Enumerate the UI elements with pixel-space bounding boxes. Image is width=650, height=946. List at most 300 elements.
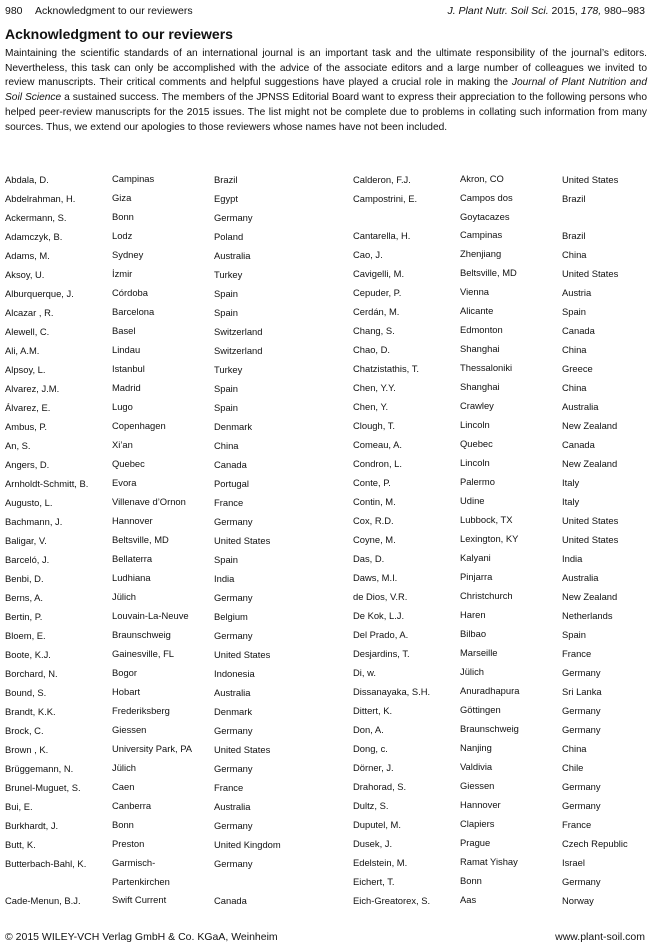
reviewer-country: Germany (214, 516, 253, 527)
reviewer-name: Contin, M. (353, 496, 396, 507)
reviewer-row (5, 645, 325, 664)
reviewer-row (353, 378, 650, 397)
reviewer-row (5, 759, 325, 778)
reviewer-row (353, 264, 650, 283)
reviewer-country: India (562, 553, 583, 564)
reviewer-city: Alicante (460, 305, 494, 316)
reviewer-country: Germany (214, 630, 253, 641)
reviewer-city: Bellaterra (112, 553, 153, 564)
reviewer-city: Edmonton (460, 324, 503, 335)
reviewer-row (353, 492, 650, 511)
reviewer-row (5, 189, 325, 208)
reviewer-country: Turkey (214, 269, 243, 280)
reviewer-name: Brown , K. (5, 744, 49, 755)
reviewer-city: Vienna (460, 286, 490, 297)
reviewer-city: Campinas (112, 173, 155, 184)
reviewer-city: Gainesville, FL (112, 648, 175, 659)
reviewer-country: Germany (562, 781, 601, 792)
reviewer-name: Clough, T. (353, 420, 396, 431)
reviewer-country: United States (562, 534, 619, 545)
reviewer-country: France (214, 497, 244, 508)
reviewer-city: Lexington, KY (460, 533, 519, 544)
reviewer-country: Germany (562, 705, 601, 716)
intro-paragraph (5, 47, 647, 135)
reviewer-row (353, 302, 650, 321)
reviewer-country: France (562, 648, 592, 659)
reviewer-country: Switzerland (214, 326, 263, 337)
reviewer-city: Bilbao (460, 628, 487, 639)
reviewer-row (353, 587, 650, 606)
reviewer-country: Belgium (214, 611, 248, 622)
reviewer-row (353, 340, 650, 359)
reviewer-name: Coyne, M. (353, 534, 396, 545)
reviewer-name: Edelstein, M. (353, 857, 408, 868)
reviewer-row (5, 607, 325, 626)
reviewer-country: Switzerland (214, 345, 263, 356)
reviewer-country: United States (562, 515, 619, 526)
reviewer-name: Dissanayaka, S.H. (353, 686, 431, 697)
reviewer-row (5, 702, 325, 721)
reviewer-row (5, 797, 325, 816)
reviewer-country: China (562, 382, 587, 393)
reviewer-row (353, 454, 650, 473)
reviewer-row (353, 872, 650, 891)
reviewer-row (353, 625, 650, 644)
reviewer-city: Bogor (112, 667, 138, 678)
reviewer-row (5, 550, 325, 569)
reviewer-name: Augusto, L. (5, 497, 53, 508)
reviewer-city: Evora (112, 477, 137, 488)
reviewer-country: China (214, 440, 239, 451)
reviewer-country: Canada (214, 895, 247, 906)
reviewer-city: Istanbul (112, 363, 145, 374)
reviewer-country: United States (214, 744, 271, 755)
reviewer-row (5, 227, 325, 246)
reviewer-row (353, 549, 650, 568)
reviewer-name: Dusek, J. (353, 838, 393, 849)
reviewer-city: Clapiers (460, 818, 495, 829)
reviewer-city: Jülich (460, 666, 484, 677)
reviewer-name: Alvarez, J.M. (5, 383, 60, 394)
intro-text-1: Maintaining the scientific standards of an international journal is an important task and the ultimate responsibility of the journal’s editors. Nevertheless, this task can only be accomplished with the advice of the associate editors and a large number of colleagues we invited to review manuscripts. Their critical comments and helpful suggestions have played a crucial role in making the (5, 48, 647, 89)
reviewer-name: Adams, M. (5, 250, 50, 261)
reviewer-country: Germany (214, 763, 253, 774)
reviewer-name: Bertin, P. (5, 611, 43, 622)
reviewer-row (353, 891, 650, 910)
reviewer-name: Alburquerque, J. (5, 288, 74, 299)
reviewer-city: Lincoln (460, 419, 490, 430)
reviewer-country: Germany (562, 667, 601, 678)
reviewer-city: Hannover (112, 515, 153, 526)
journal-abbrev: J. Plant Nutr. Soil Sci. (447, 5, 549, 17)
citation-pages: 980–983 (604, 5, 645, 17)
reviewer-country: Chile (562, 762, 584, 773)
reviewer-name: Angers, D. (5, 459, 50, 470)
reviewer-country: Brazil (562, 230, 586, 241)
reviewer-name: Bloem, E. (5, 630, 46, 641)
journal-name: Journal of Plant Nutrition and Soil Science (5, 77, 648, 104)
reviewer-city: Giessen (460, 780, 495, 791)
reviewer-country: Australia (214, 250, 251, 261)
reviewer-city: Udine (460, 495, 485, 506)
reviewer-name: Borchard, N. (5, 668, 58, 679)
running-section-title: Acknowledgment to our reviewers (35, 5, 193, 17)
reviewer-name: Duputel, M. (353, 819, 401, 830)
reviewer-country: Italy (562, 496, 580, 507)
reviewer-country: Denmark (214, 706, 253, 717)
reviewer-row (5, 664, 325, 683)
reviewer-name: Cepuder, P. (353, 287, 402, 298)
reviewer-name: Calderon, F.J. (353, 174, 411, 185)
reviewer-name: Chang, S. (353, 325, 395, 336)
reviewer-city: Ludhiana (112, 572, 151, 583)
reviewer-city: Lugo (112, 401, 133, 412)
reviewer-column-left (5, 170, 325, 910)
reviewer-row (353, 758, 650, 777)
reviewer-country: France (562, 819, 592, 830)
reviewer-city: Villenave d’Ornon (112, 496, 186, 507)
reviewer-city: Christchurch (460, 590, 513, 601)
reviewer-row (353, 834, 650, 853)
reviewer-name: Bui, E. (5, 801, 33, 812)
reviewer-city: Nanjing (460, 742, 492, 753)
intro-text-2: a sustained success. The members of the JPNSS Editorial Board want to express their appreciation to the following persons who helped peer-review manuscripts for the 2015 issues. The list might not be complete due to problems in collating such information from many sources. Thus, we extend our apologies to those reviewers whose names have not been included. (5, 92, 647, 133)
reviewer-name: Di, w. (353, 667, 376, 678)
reviewer-name: Dittert, K. (353, 705, 393, 716)
reviewer-country: New Zealand (562, 591, 618, 602)
reviewer-row (5, 265, 325, 284)
reviewer-row (353, 853, 650, 872)
reviewer-row (5, 170, 325, 189)
reviewer-country: Netherlands (562, 610, 613, 621)
reviewer-city: Palermo (460, 476, 495, 487)
reviewer-city: University Park, PA (112, 743, 193, 754)
reviewer-city: Ramat Yishay (460, 856, 518, 867)
reviewer-country: Germany (214, 592, 253, 603)
reviewer-row (5, 778, 325, 797)
reviewer-row (353, 530, 650, 549)
reviewer-city: Barcelona (112, 306, 155, 317)
reviewer-country: Canada (214, 459, 247, 470)
reviewer-country: Spain (562, 306, 586, 317)
reviewer-name: Campostrini, E. (353, 193, 418, 204)
reviewer-row (5, 531, 325, 550)
reviewer-name: De Kok, L.J. (353, 610, 405, 621)
reviewer-city: Thessaloniki (460, 362, 513, 373)
reviewer-name: Drahorad, S. (353, 781, 407, 792)
reviewer-city: Jülich (112, 591, 136, 602)
reviewer-city: Kalyani (460, 552, 491, 563)
reviewer-name: Chatzistathis, T. (353, 363, 419, 374)
reviewer-row (353, 359, 650, 378)
reviewer-row (5, 303, 325, 322)
reviewer-row (5, 683, 325, 702)
reviewer-row (5, 816, 325, 835)
reviewer-row (5, 512, 325, 531)
reviewer-country: Germany (214, 820, 253, 831)
reviewer-row (353, 245, 650, 264)
reviewer-country: Brazil (214, 174, 238, 185)
journal-citation (447, 4, 645, 18)
reviewer-country: Greece (562, 363, 593, 374)
reviewer-country: Spain (214, 307, 238, 318)
reviewer-city: Lubbock, TX (460, 514, 513, 525)
reviewer-row (5, 569, 325, 588)
reviewer-city: Frederiksberg (112, 705, 170, 716)
reviewer-row (5, 493, 325, 512)
reviewer-name: Brock, C. (5, 725, 44, 736)
reviewer-row (5, 322, 325, 341)
reviewer-name: Conte, P. (353, 477, 391, 488)
reviewer-row (353, 568, 650, 587)
reviewer-name: Desjardins, T. (353, 648, 410, 659)
website-link[interactable]: www.plant-soil.com (555, 931, 645, 943)
reviewer-row (5, 854, 325, 891)
reviewer-name: Cerdán, M. (353, 306, 400, 317)
reviewer-row (353, 796, 650, 815)
reviewer-row (353, 397, 650, 416)
reviewer-name: Ali, A.M. (5, 345, 40, 356)
reviewer-country: Australia (214, 687, 251, 698)
reviewer-row (353, 701, 650, 720)
reviewer-name: Alewell, C. (5, 326, 50, 337)
reviewer-row (353, 720, 650, 739)
reviewer-city: İzmir (112, 268, 133, 279)
reviewer-name: Del Prado, A. (353, 629, 409, 640)
citation-volume: 178, (580, 5, 602, 17)
reviewer-name: Brunel-Muguet, S. (5, 782, 81, 793)
reviewer-name: Brandt, K.K. (5, 706, 56, 717)
reviewer-country: Australia (562, 401, 599, 412)
reviewer-city: Zhenjiang (460, 248, 502, 259)
reviewer-name: Berns, A. (5, 592, 44, 603)
reviewer-country: Portugal (214, 478, 249, 489)
reviewer-name: Cavigelli, M. (353, 268, 405, 279)
reviewer-country: Germany (214, 212, 253, 223)
reviewer-row (353, 815, 650, 834)
reviewer-name: Alpsoy, L. (5, 364, 46, 375)
reviewer-row (5, 341, 325, 360)
citation-year: 2015, (551, 5, 578, 17)
reviewer-country: Spain (214, 288, 238, 299)
reviewer-row (5, 588, 325, 607)
reviewer-country: Sri Lanka (562, 686, 602, 697)
reviewer-name: Condron, L. (353, 458, 402, 469)
reviewer-country: Brazil (562, 193, 586, 204)
reviewer-city: Lindau (112, 344, 141, 355)
reviewer-row (353, 644, 650, 663)
reviewer-country: Indonesia (214, 668, 255, 679)
reviewer-country: United States (214, 535, 271, 546)
reviewer-city: Haren (460, 609, 486, 620)
reviewer-country: Germany (214, 725, 253, 736)
reviewer-country: India (214, 573, 235, 584)
reviewer-name: Barceló, J. (5, 554, 50, 565)
reviewer-city: Valdivia (460, 761, 493, 772)
reviewer-city: Preston (112, 838, 145, 849)
reviewer-city: Shanghai (460, 343, 500, 354)
reviewer-city: Quebec (460, 438, 493, 449)
reviewer-row (353, 511, 650, 530)
reviewer-country: Germany (562, 724, 601, 735)
reviewer-city: Louvain-La-Neuve (112, 610, 189, 621)
reviewer-city: Aas (460, 894, 477, 905)
reviewer-name: Eich-Greatorex, S. (353, 895, 431, 906)
reviewer-city: Garmisch-Partenkirchen (112, 857, 170, 887)
reviewer-country: Italy (562, 477, 580, 488)
reviewer-name: Butt, K. (5, 839, 36, 850)
reviewer-city: Xi’an (112, 439, 133, 450)
reviewer-row (5, 246, 325, 265)
reviewer-name: Das, D. (353, 553, 385, 564)
reviewer-city: Giessen (112, 724, 147, 735)
reviewer-row (5, 455, 325, 474)
reviewer-country: Norway (562, 895, 594, 906)
reviewer-row (5, 721, 325, 740)
reviewer-city: Hobart (112, 686, 141, 697)
reviewer-row (5, 417, 325, 436)
reviewer-country: Spain (214, 554, 238, 565)
copyright-notice: © 2015 WILEY-VCH Verlag GmbH & Co. KGaA, Weinheim (5, 931, 278, 943)
reviewer-row (353, 283, 650, 302)
reviewer-row (353, 189, 650, 226)
reviewer-name: Chao, D. (353, 344, 390, 355)
reviewer-city: Akron, CO (460, 173, 504, 184)
reviewer-city: Beltsville, MD (112, 534, 169, 545)
reviewer-name: Dultz, S. (353, 800, 389, 811)
reviewer-name: Butterbach-Bahl, K. (5, 858, 87, 869)
reviewer-column-right (353, 170, 650, 910)
reviewer-country: United States (562, 174, 619, 185)
reviewer-city: Jülich (112, 762, 136, 773)
reviewer-name: Cao, J. (353, 249, 383, 260)
reviewer-name: Abdala, D. (5, 174, 49, 185)
reviewer-row (353, 663, 650, 682)
reviewer-country: Germany (562, 876, 601, 887)
reviewer-row (353, 682, 650, 701)
reviewer-country: Canada (562, 439, 595, 450)
reviewer-city: Lodz (112, 230, 133, 241)
reviewer-city: Bonn (112, 211, 134, 222)
reviewer-city: Prague (460, 837, 491, 848)
reviewer-row (353, 416, 650, 435)
reviewer-city: Marseille (460, 647, 498, 658)
reviewer-city: Anuradhapura (460, 685, 520, 696)
page-number: 980 (5, 5, 23, 17)
reviewer-name: Cantarella, H. (353, 230, 411, 241)
reviewer-country: Australia (562, 572, 599, 583)
reviewer-country: Egypt (214, 193, 238, 204)
reviewer-country: Czech Republic (562, 838, 628, 849)
reviewer-city: Beltsville, MD (460, 267, 517, 278)
reviewer-city: Swift Current (112, 894, 167, 905)
reviewer-name: Adamczyk, B. (5, 231, 63, 242)
reviewer-country: Turkey (214, 364, 243, 375)
reviewer-city: Quebec (112, 458, 145, 469)
reviewer-country: China (562, 743, 587, 754)
reviewer-name: Comeau, A. (353, 439, 402, 450)
reviewer-name: Cox, R.D. (353, 515, 394, 526)
reviewer-city: Campos dos Goytacazes (460, 192, 513, 222)
reviewer-name: Alcazar , R. (5, 307, 54, 318)
reviewer-name: Chen, Y.Y. (353, 382, 396, 393)
reviewer-country: Israel (562, 857, 585, 868)
reviewer-row (353, 170, 650, 189)
reviewer-row (5, 436, 325, 455)
reviewer-city: Bonn (112, 819, 134, 830)
reviewer-name: Aksoy, U. (5, 269, 45, 280)
reviewer-row (5, 379, 325, 398)
reviewer-country: Germany (562, 800, 601, 811)
reviewer-city: Campinas (460, 229, 503, 240)
reviewer-row (353, 435, 650, 454)
reviewer-name: Bound, S. (5, 687, 47, 698)
reviewer-row (5, 284, 325, 303)
reviewer-row (5, 891, 325, 910)
reviewer-name: Dong, c. (353, 743, 388, 754)
reviewer-name: Benbi, D. (5, 573, 44, 584)
reviewer-row (353, 606, 650, 625)
reviewer-city: Shanghai (460, 381, 500, 392)
reviewer-name: Ambus, P. (5, 421, 48, 432)
reviewer-country: Germany (214, 858, 253, 869)
reviewer-city: Madrid (112, 382, 141, 393)
reviewer-country: New Zealand (562, 420, 618, 431)
reviewer-name: Arnholdt-Schmitt, B. (5, 478, 89, 489)
reviewer-city: Sydney (112, 249, 144, 260)
reviewer-row (5, 835, 325, 854)
reviewer-city: Basel (112, 325, 136, 336)
reviewer-name: Dörner, J. (353, 762, 394, 773)
reviewer-name: Daws, M.I. (353, 572, 398, 583)
reviewer-country: United Kingdom (214, 839, 281, 850)
reviewer-name: Cade-Menun, B.J. (5, 895, 81, 906)
reviewer-country: Poland (214, 231, 244, 242)
reviewer-country: China (562, 344, 587, 355)
reviewer-country: Australia (214, 801, 251, 812)
reviewer-city: Göttingen (460, 704, 501, 715)
reviewer-row (353, 321, 650, 340)
reviewer-name: Ackermann, S. (5, 212, 67, 223)
reviewer-city: Crawley (460, 400, 494, 411)
reviewer-row (5, 474, 325, 493)
reviewer-name: Abdelrahman, H. (5, 193, 76, 204)
reviewer-row (353, 777, 650, 796)
reviewer-city: Caen (112, 781, 135, 792)
reviewer-country: United States (562, 268, 619, 279)
reviewer-country: France (214, 782, 244, 793)
reviewer-name: Burkhardt, J. (5, 820, 59, 831)
reviewer-country: United States (214, 649, 271, 660)
reviewer-name: Álvarez, E. (5, 402, 51, 413)
reviewer-row (5, 398, 325, 417)
reviewer-name: Eichert, T. (353, 876, 395, 887)
reviewer-row (353, 739, 650, 758)
reviewer-city: Copenhagen (112, 420, 166, 431)
reviewer-country: Canada (562, 325, 595, 336)
reviewer-name: Bachmann, J. (5, 516, 63, 527)
reviewer-row (353, 473, 650, 492)
reviewer-city: Braunschweig (460, 723, 519, 734)
reviewer-row (5, 208, 325, 227)
reviewer-country: China (562, 249, 587, 260)
reviewer-country: Spain (214, 402, 238, 413)
reviewer-row (5, 740, 325, 759)
reviewer-name: Brüggemann, N. (5, 763, 74, 774)
reviewer-country: Spain (214, 383, 238, 394)
reviewer-city: Canberra (112, 800, 152, 811)
reviewer-row (5, 626, 325, 645)
